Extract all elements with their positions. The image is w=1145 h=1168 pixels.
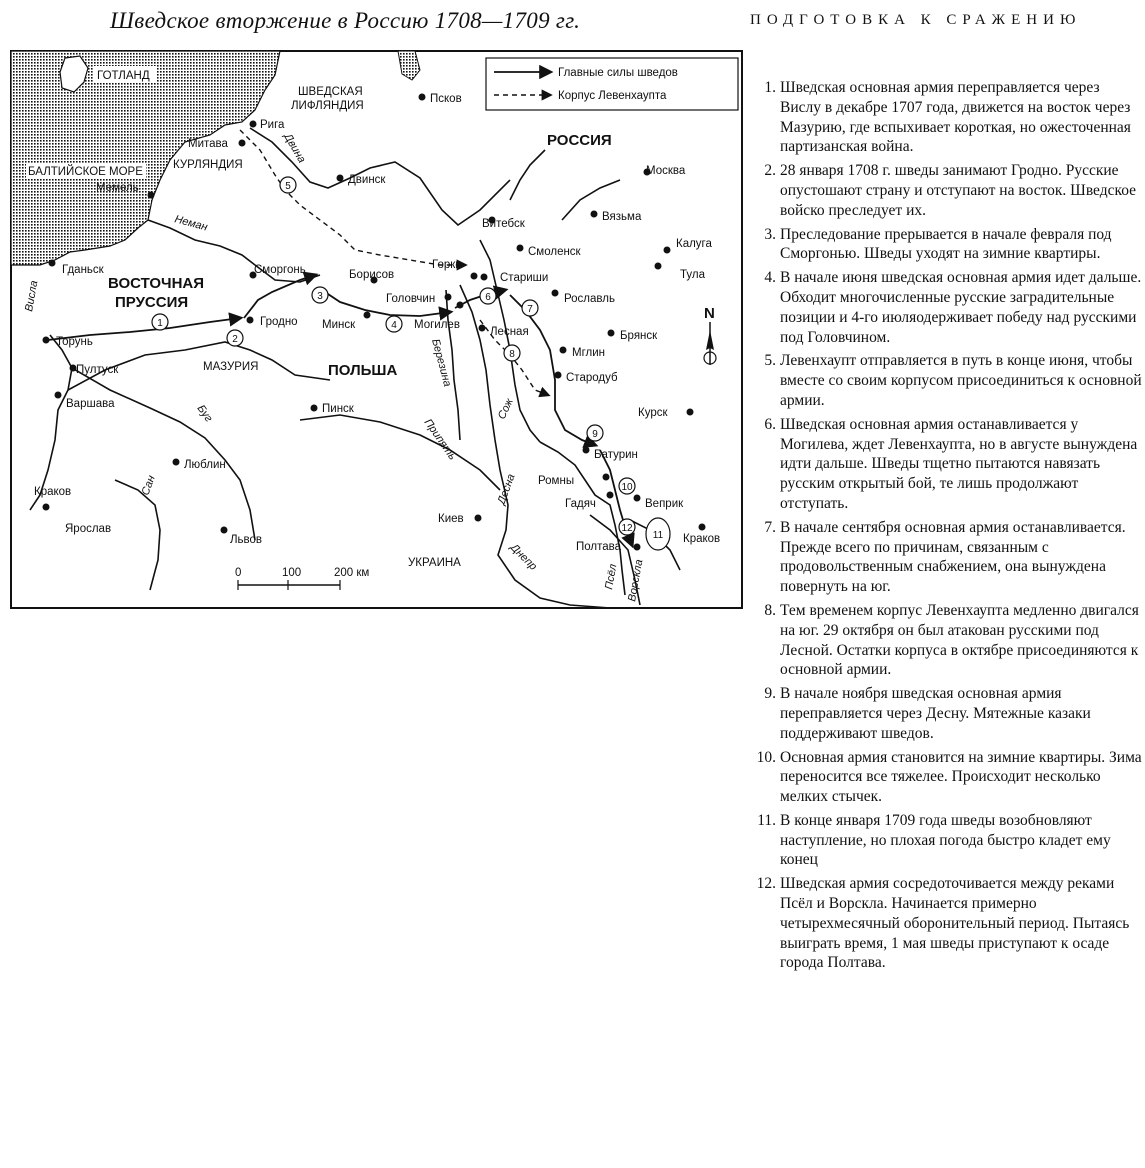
city-smolensk: Смоленск bbox=[528, 246, 581, 258]
scale-100: 100 bbox=[282, 567, 302, 579]
river-vorskla: Ворскла bbox=[626, 558, 646, 603]
region-poland: ПОЛЬША bbox=[328, 362, 398, 379]
step-item: 11. В конце января 1709 года шведы возобновляют наступление, но плохая погода быстро кладет ему конец bbox=[757, 811, 1111, 869]
city-vitebsk: Витебск bbox=[482, 218, 525, 230]
marker-3: 3 bbox=[317, 291, 323, 302]
city-memel: Мемель bbox=[96, 182, 139, 194]
city-kaluga: Калуга bbox=[676, 238, 712, 250]
city-moscow: Москва bbox=[646, 165, 686, 177]
city-warsaw: Варшава bbox=[66, 398, 115, 410]
marker-9: 9 bbox=[592, 429, 598, 440]
marker-10: 10 bbox=[621, 482, 633, 493]
marker-4: 4 bbox=[391, 320, 397, 331]
city-gorki: Горки bbox=[432, 259, 462, 271]
city-grodno: Гродно bbox=[260, 316, 298, 328]
city-mitava: Митава bbox=[188, 138, 228, 150]
city-lublin: Люблин bbox=[184, 459, 226, 471]
city-bryansk: Брянск bbox=[620, 330, 658, 342]
map-legend bbox=[486, 58, 738, 110]
step-item: 5. Левенхаупт отправляется в путь в конце июня, чтобы вместе со своим корпусом присоединиться к основной армии. bbox=[764, 352, 1142, 409]
region-baltic-sea: БАЛТИЙСКОЕ МОРЕ bbox=[28, 166, 143, 178]
step-item: 8. Тем временем корпус Левенхаупта медленно двигался на юг. 29 октября он был атакован русскими под Лесной. Остатки корпуса в октябре присоединяются к основной армии. bbox=[764, 601, 1139, 679]
city-pinsk: Пинск bbox=[322, 403, 354, 415]
city-kiev: Киев bbox=[438, 513, 464, 525]
step-item: 12. Шведская армия сосредоточивается между реками Псёл и Ворскла. Начинается примерно четырехмесячный оборонительный период. Пытаясь выиграть время, 1 мая шведы приступают к осаде города Полтава. bbox=[756, 875, 1130, 972]
section-heading: ПОДГОТОВКА К СРАЖЕНИЮ bbox=[750, 12, 1082, 28]
river-bug: Буг bbox=[194, 402, 215, 425]
city-veprik: Веприк bbox=[645, 498, 684, 510]
region-east-prussia-1: ВОСТОЧНАЯ bbox=[108, 275, 205, 292]
city-smorgon: Сморгонь bbox=[254, 264, 306, 276]
city-minsk: Минск bbox=[322, 319, 356, 331]
river-psel: Псёл bbox=[603, 563, 620, 591]
river-desna: Десна bbox=[495, 472, 518, 507]
city-poltava: Полтава bbox=[576, 541, 622, 553]
city-lvov: Львов bbox=[230, 534, 263, 546]
city-roslavl: Рославль bbox=[564, 293, 615, 305]
marker-6: 6 bbox=[485, 292, 491, 303]
city-vyazma: Вязьма bbox=[602, 211, 642, 223]
city-romny: Ромны bbox=[538, 475, 575, 487]
step-item: 9. В начале ноября шведская основная армия переправляется через Десну. Мятежные казаки поддерживают шведов. bbox=[764, 685, 1091, 742]
city-starodub: Стародуб bbox=[566, 372, 618, 384]
city-kursk: Курск bbox=[638, 407, 668, 419]
step-item: 7. В начале сентября основная армия останавливается. Прежде всего по причинам, связанным с продовольственным снабжением, она вынуждена повернуть на юг. bbox=[764, 518, 1126, 596]
region-courland: КУРЛЯНДИЯ bbox=[173, 159, 243, 171]
city-baturin: Батурин bbox=[594, 449, 638, 461]
steps-list bbox=[752, 78, 1142, 977]
city-mogilev: Могилев bbox=[414, 319, 460, 331]
north-label: N bbox=[704, 305, 715, 322]
city-pskov: Псков bbox=[430, 93, 462, 105]
step-item: 10. Основная армия становится на зимние квартиры. Зима переносится все тяжелее. Происходит несколько мелких стычек. bbox=[756, 748, 1142, 806]
scale-200: 200 км bbox=[334, 567, 370, 579]
page-title: Шведское вторжение в Россию 1708—1709 гг. bbox=[110, 8, 581, 33]
step-item: 2. 28 января 1708 г. шведы занимают Гродно. Русские опустошают страну и отступают на восток. Шведское войско преследует их. bbox=[764, 162, 1137, 219]
legend-corps: Корпус Левенхаупта bbox=[558, 90, 667, 102]
step-item: 6. Шведская основная армия останавливается у Могилева, ждет Левенхаупта, но в августе вынуждена идти дальше. Шведы тщетно пытаются навязать русским открытый бой, те лишь продолжают отступать. bbox=[764, 415, 1138, 512]
river-sozh: Сож bbox=[495, 396, 516, 422]
city-yaroslav: Ярослав bbox=[65, 523, 112, 535]
river-neman: Неман bbox=[173, 213, 209, 234]
city-borisov: Борисов bbox=[349, 269, 395, 281]
city-riga: Рига bbox=[260, 119, 285, 131]
city-tula: Тула bbox=[680, 269, 705, 281]
city-dvinsk: Двинск bbox=[348, 174, 386, 186]
city-starishi: Стариши bbox=[500, 272, 549, 284]
marker-11: 11 bbox=[652, 530, 664, 541]
city-krakov-east: Краков bbox=[683, 533, 721, 545]
legend-main-army: Главные силы шведов bbox=[558, 67, 678, 79]
city-golovchin: Головчин bbox=[386, 293, 436, 305]
river-san: Сан bbox=[139, 473, 158, 498]
region-livonia-2: ЛИФЛЯНДИЯ bbox=[291, 100, 364, 112]
river-dvina: Двина bbox=[281, 131, 308, 166]
city-torun: Торунь bbox=[56, 336, 93, 348]
river-pripyat: Припять bbox=[421, 416, 459, 463]
step-item: 3. Преследование прерывается в начале февраля под Сморгонью. Шведы уходят на зимние квартиры. bbox=[764, 225, 1112, 263]
region-livonia-1: ШВЕДСКАЯ bbox=[298, 86, 363, 98]
step-item: 4. В начале июня шведская основная армия идет дальше. Обходит многочисленные русские заградительные позиции и 4-го июляодерживает победу над русскими под Головчином. bbox=[764, 269, 1142, 346]
city-krakow: Краков bbox=[34, 486, 72, 498]
marker-2: 2 bbox=[232, 334, 238, 345]
region-russia: РОССИЯ bbox=[547, 132, 612, 149]
city-pultusk: Пултуск bbox=[76, 364, 119, 376]
region-east-prussia-2: ПРУССИЯ bbox=[115, 294, 189, 311]
scale-zero: 0 bbox=[235, 567, 242, 579]
region-ukraine: УКРАИНА bbox=[408, 557, 461, 569]
marker-7: 7 bbox=[527, 304, 533, 315]
region-gotland: ГОТЛАНД bbox=[97, 70, 150, 82]
marker-1: 1 bbox=[157, 318, 163, 329]
city-gdansk: Гданьск bbox=[62, 264, 104, 276]
campaign-map bbox=[10, 50, 743, 610]
river-dnieper: Днепр bbox=[507, 541, 540, 573]
city-gadyach: Гадяч bbox=[565, 498, 596, 510]
city-mglin: Мглин bbox=[572, 347, 606, 359]
step-item: 1. Шведская основная армия переправляется через Вислу в декабре 1707 года, движется на восток через Мазурию, где вспыхивает короткая, но ожесточенная партизанская война. bbox=[764, 79, 1131, 156]
marker-8: 8 bbox=[509, 349, 515, 360]
river-vistula: Висла bbox=[23, 279, 41, 313]
region-masuria: МАЗУРИЯ bbox=[203, 361, 259, 373]
marker-12: 12 bbox=[621, 523, 633, 534]
city-lesnaya: Лесная bbox=[490, 326, 529, 338]
marker-5: 5 bbox=[285, 181, 291, 192]
river-berezina: Березина bbox=[429, 337, 454, 388]
